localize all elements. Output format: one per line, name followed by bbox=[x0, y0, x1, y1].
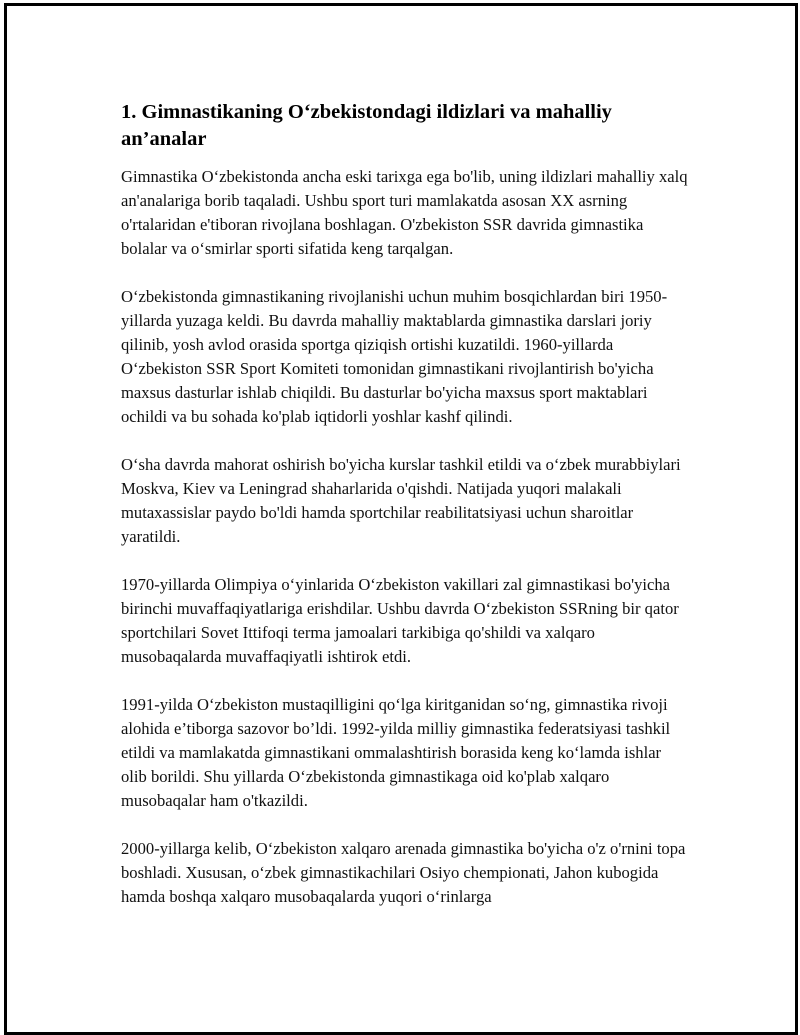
paragraph: O‘sha davrda mahorat oshirish bo'yicha kurslar tashkil etildi va o‘zbek murabbiylari Moskva, Kiev va Leningrad shaharlarida o'qishdi. Natijada yuqori malakali mutaxassislar paydo bo'ldi hamda sportchilar reabilitatsiyasi uchun sharoitlar yaratildi. bbox=[121, 455, 681, 546]
paragraph: 1970-yillarda Olimpiya o‘yinlarida O‘zbekiston vakillari zal gimnastikasi bo'yicha birinchi muvaffaqiyatlariga erishdilar. Ushbu davrda O‘zbekiston SSRning bir qator sportchilari Sovet Ittifoqi terma jamoalari tarkibiga qo'shildi va xalqaro musobaqalarda muvaffaqiyatli ishtirok etdi. bbox=[121, 575, 679, 666]
page-frame bbox=[4, 3, 798, 1035]
paragraph: Gimnastika O‘zbekistonda ancha eski tarixga ega bo'lib, uning ildizlari mahalliy xalq an'analariga borib taqaladi. Ushbu sport turi mamlakatda asosan XX asrning o'rtalaridan e'tiboran rivojlana boshlagan. O'zbekiston SSR davrida gimnastika bolalar va o‘smirlar sporti sifatida keng tarqalgan. bbox=[121, 167, 688, 258]
paragraph: 2000-yillarga kelib, O‘zbekiston xalqaro arenada gimnastika bo'yicha o'z o'rnini topa boshladi. Xususan, o‘zbek gimnastikachilari Osiyo chempionati, Jahon kubogida hamda boshqa xalqaro musobaqalarda yuqori o‘rinlarga bbox=[121, 839, 686, 906]
paragraph: 1991-yilda O‘zbekiston mustaqilligini qo‘lga kiritganidan so‘ng, gimnastika rivoji alohida e’tiborga sazovor bo’ldi. 1992-yilda milliy gimnastika federatsiyasi tashkil etildi va mamlakatda gimnastikani ommalashtirish borasida keng ko‘lamda ishlar olib borildi. Shu yillarda O‘zbekistonda gimnastikaga oid ko'plab xalqaro musobaqalar ham o'tkazildi. bbox=[121, 695, 671, 810]
section-heading: 1. Gimnastikaning O‘zbekistondagi ildizlari va mahalliy an’analar bbox=[121, 101, 612, 150]
document-body bbox=[121, 99, 691, 933]
paragraph: O‘zbekistonda gimnastikaning rivojlanishi uchun muhim bosqichlardan biri 1950-yillarda yuzaga keldi. Bu davrda mahalliy maktablarda gimnastika darslari joriy qilinib, yosh avlod orasida sportga qiziqish ortishi kuzatildi. 1960-yillarda O‘zbekiston SSR Sport Komiteti tomonidan gimnastikani rivojlantirish bo'yicha maxsus dasturlar ishlab chiqildi. Bu dasturlar bo'yicha maxsus sport maktablari ochildi va bu sohada ko'plab iqtidorli yoshlar kashf qilindi. bbox=[121, 287, 668, 426]
